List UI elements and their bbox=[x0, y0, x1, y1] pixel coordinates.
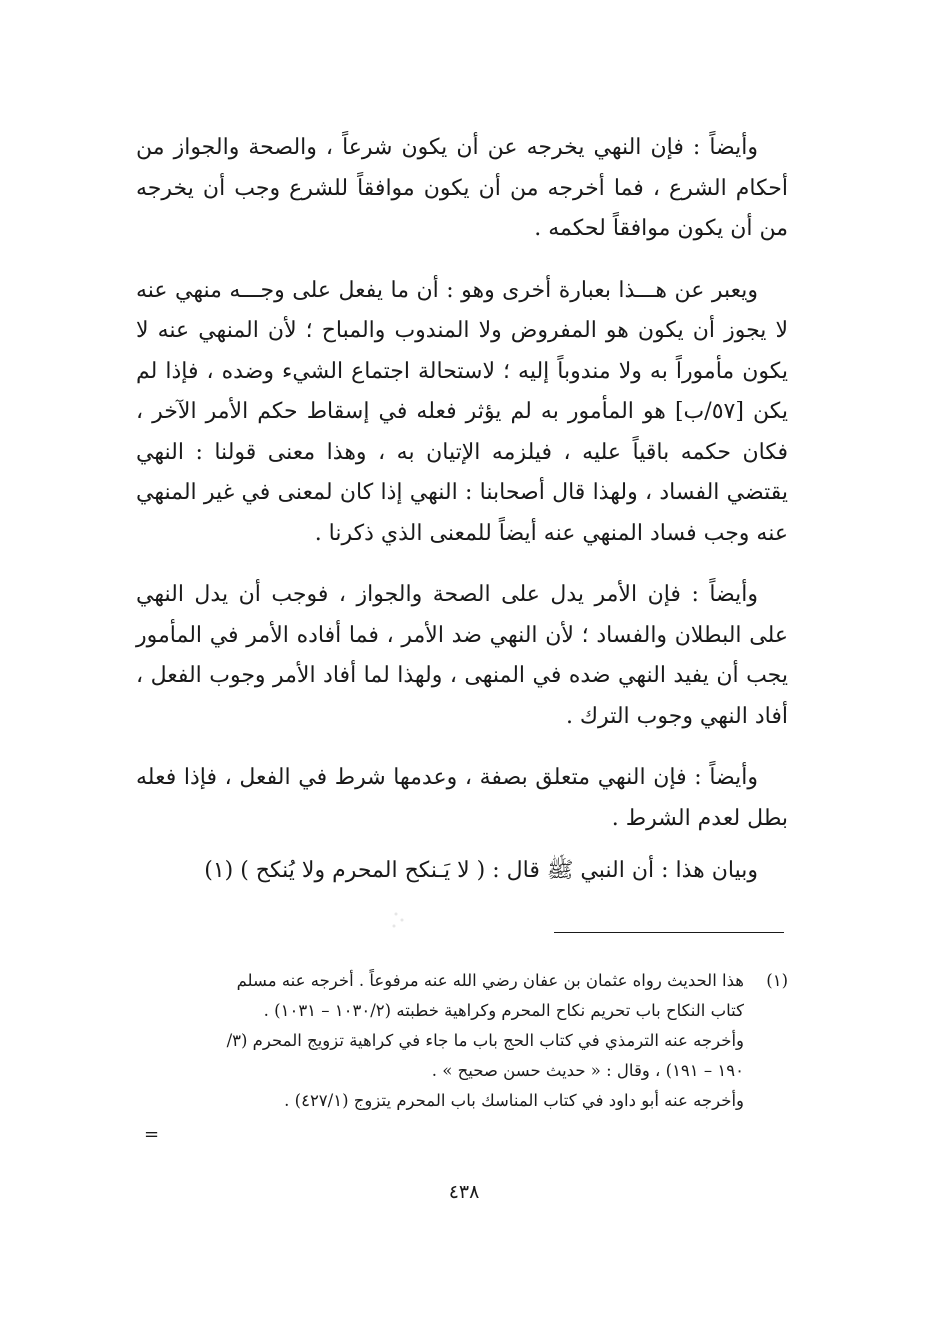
main-text bbox=[136, 128, 788, 904]
paragraph-1: وأيضاً : فإن النهي يخرجه عن أن يكون شرعاً ، والصحة والجواز من أحكام الشرع ، فما أخرجه من أن يكون موافقاً للشرع وجب أن يخرجه من أن يكون موافقاً لحكمه . bbox=[136, 135, 788, 241]
footnote-continuation-mark: = bbox=[144, 1124, 160, 1145]
paragraph-2: ويعبر عن هـــذا بعبارة أخرى وهو : أن ما يفعل على وجـــه منهي عنه لا يجوز أن يكون هو المفروض ولا المندوب والمباح ؛ لأن المنهي عنه لا يكون مأموراً به ولا مندوباً إليه ؛ لاستحالة اجتماع الشيء وضده ، فإذا لم يكن [٥٧/ب] هو المأمور به لم يؤثر فعله في إسقاط حكم الأمر الآخر ، فكان حكمه باقياً عليه ، فيلزمه الإتيان به ، وهذا معنى قولنا : النهي يقتضي الفساد ، ولهذا قال أصحابنا : النهي إذا كان لمعنى في غير المنهي عنه وجب فساد المنهي عنه أيضاً للمعنى الذي ذكرنا . bbox=[136, 277, 788, 546]
footnote-line: هذا الحديث رواه عثمان بن عفان رضي الله عنه مرفوعاً . أخرجه عنه مسلم bbox=[236, 971, 744, 990]
footnote-line: كتاب النكاح باب تحريم نكاح المحرم وكراهية خطبته (١٠٣٠/٢ – ١٠٣١) . bbox=[263, 1001, 744, 1020]
footnote-body bbox=[140, 966, 744, 1116]
paragraph-4: وأيضاً : فإن النهي متعلق بصفة ، وعدمها شرط في الفعل ، فإذا فعله بطل لعدم الشرط . bbox=[136, 765, 788, 831]
paragraph-3: وأيضاً : فإن الأمر يدل على الصحة والجواز ، فوجب أن يدل النهي على البطلان والفساد ؛ لأن النهي ضد الأمر ، فما أفاده الأمر في المأمور يجب أن يفيد النهي ضده في المنهى ، ولهذا لما أفاد الأمر وجوب الفعل ، أفاد النهي وجوب الترك . bbox=[136, 582, 788, 729]
footnote-number: (١) bbox=[766, 971, 788, 990]
paragraph-5: وبيان هذا : أن النبي ﷺ قال : ( لا يَـنكح المحرم ولا يُنكح ) (١) bbox=[204, 858, 758, 883]
page-number: ٤٣٨ bbox=[448, 1181, 480, 1203]
scan-speck bbox=[388, 902, 408, 932]
footnote-line: وأخرجه عنه أبو داود في كتاب المناسك باب المحرم يتزوج (٤٢٧/١) . bbox=[284, 1091, 744, 1110]
footnote-divider bbox=[554, 932, 784, 933]
footnote-line: وأخرجه عنه الترمذي في كتاب الحج باب ما جاء في كراهية تزويج المحرم (٣/ bbox=[226, 1031, 744, 1050]
footnotes bbox=[140, 966, 788, 1116]
footnote-line: ١٩٠ – ١٩١) ، وقال : « حديث حسن صحيح » . bbox=[431, 1061, 744, 1080]
footnote-1 bbox=[140, 966, 788, 1116]
